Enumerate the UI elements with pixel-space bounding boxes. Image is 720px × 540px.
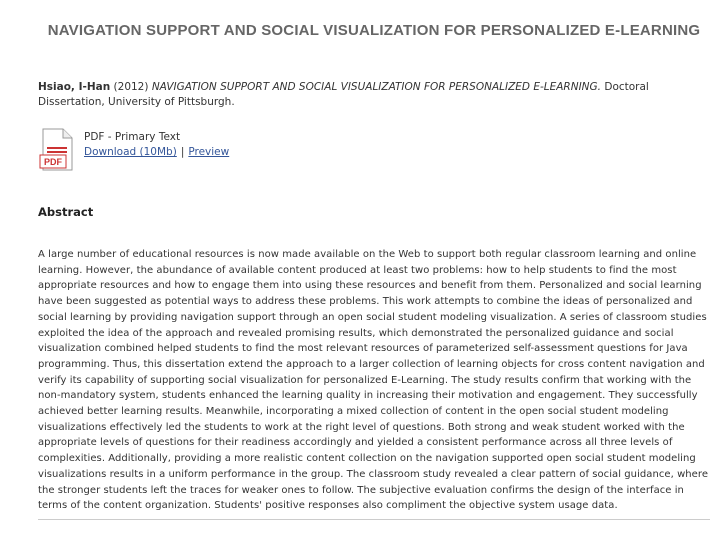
citation-author: Hsiao, I-Han (38, 81, 111, 93)
document-label: PDF - Primary Text (84, 131, 181, 143)
document-info (84, 130, 229, 160)
document-block (38, 128, 338, 172)
abstract-heading: Abstract (38, 204, 94, 219)
pdf-icon-label: PDF (44, 157, 62, 167)
citation-work-title: NAVIGATION SUPPORT AND SOCIAL VISUALIZATION FOR PERSONALIZED E-LEARNING. (151, 81, 602, 93)
divider (38, 519, 710, 520)
citation (38, 80, 698, 110)
link-separator: | (180, 146, 185, 158)
citation-year: (2012) (113, 81, 149, 93)
document-links (84, 145, 229, 160)
preview-link[interactable]: Preview (188, 146, 230, 158)
abstract-text: A large number of educational resources is now made available on the Web to support both regular classroom learning and online learning. However, the abundance of available content produced at least two problems: how to help students to find the most appropriate resources and how to engage them into using these resources and benefit from them. Personalized and social learning have been suggested as potential ways to address these problems. This work attempts to combine the ideas of personalized and social learning by providing navigation support through an open social student modeling visualization. A series of classroom studies exploited the idea of the approach and revealed promising results, which demonstrated the personalized guidance and social visualization combined helped students to find the most relevant resources of parameterized self-assessment questions for Java programming. Thus, this dissertation extend the approach to a larger collection of learning objects for cross content navigation and verify its capability of supporting social visualization for personalized E-Learning. The study results confirm that working with the non-mandatory system, students enhanced the learning quality in increasing their motivation and engagement. They successfully achieved better learning results. Meanwhile, incorporating a mixed collection of content in the open social student modeling visualizations effectively led the students to work at the right level of questions. Both strong and weak student worked with the appropriate levels of questions for their readiness accordingly and yielded a consistent performance across all three levels of complexities. Additionally, providing a more realistic content collection on the navigation supported open social student modeling visualizations results in a uniform performance in the group. The classroom study revealed a clear pattern of social guidance, where the stronger students left the traces for weaker ones to follow. The subjective evaluation confirms the design of the interface in terms of the content organization. Students' positive responses also compliment the objective system usage data. (38, 249, 709, 512)
page-title: NAVIGATION SUPPORT AND SOCIAL VISUALIZATION FOR PERSONALIZED E-LEARNING (47, 22, 701, 40)
citation-rest: Doctoral Dissertation, University of Pittsburgh. (38, 81, 649, 108)
pdf-file-icon[interactable] (38, 128, 76, 172)
download-link[interactable]: Download (10Mb) (84, 146, 177, 158)
